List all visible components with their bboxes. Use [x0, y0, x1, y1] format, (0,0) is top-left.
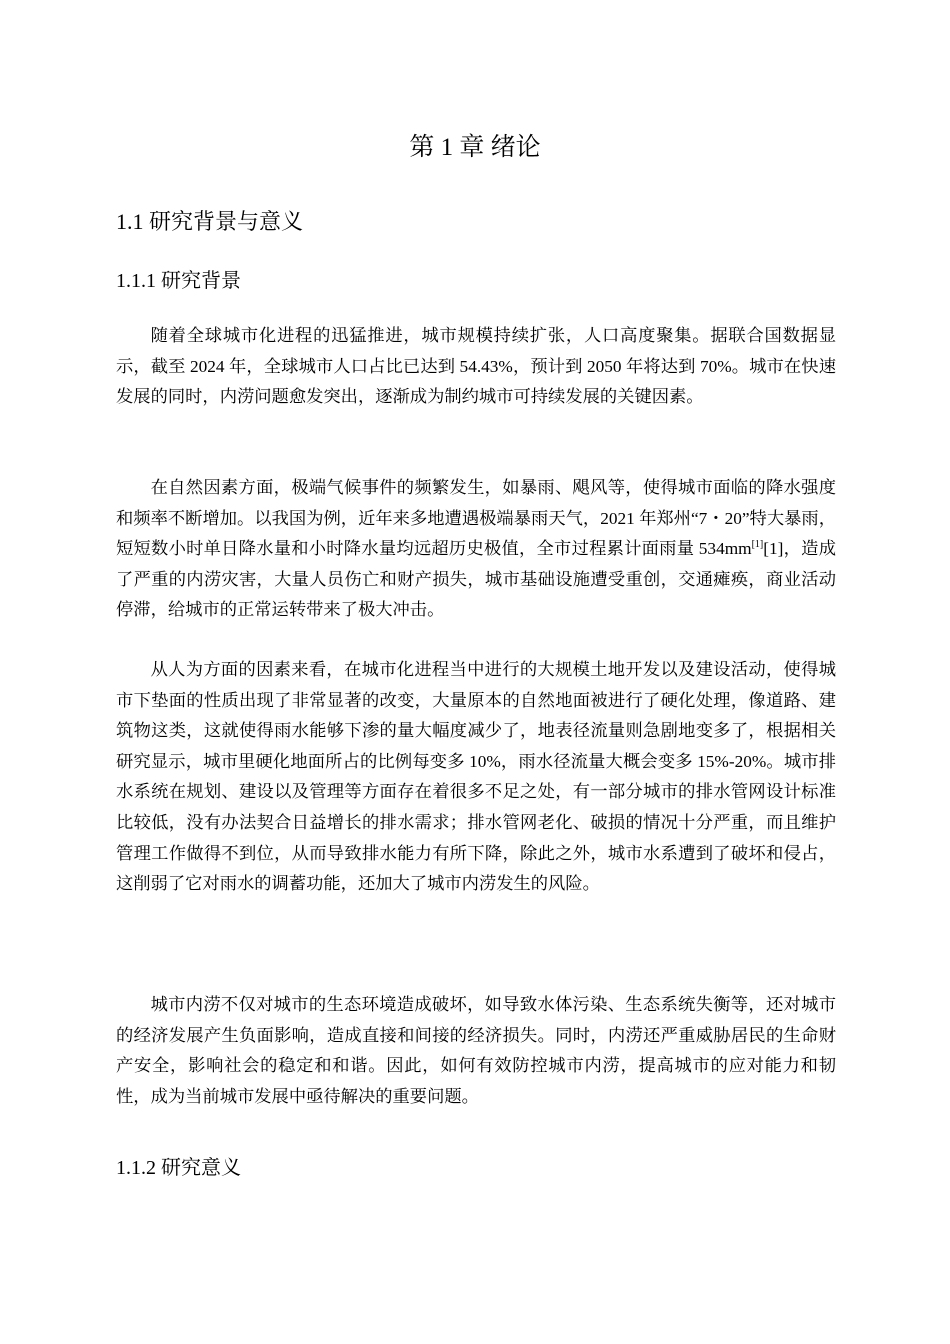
paragraph-impacts: 城市内涝不仅对城市的生态环境造成破坏，如导致水体污染、生态系统失衡等，还对城市的经济发展产生负面影响，造成直接和间接的经济损失。同时，内涝还严重威胁居民的生命财产安全，影响社会的稳定和和谐。因此，如何有效防控城市内涝，提高城市的应对能力和韧性，成为当前城市发展中亟待解决的重要问题。 [116, 995, 836, 1106]
citation-superscript: [1] [751, 539, 764, 551]
subsection-title-background: 1.1.1 研究背景 [116, 270, 241, 292]
paragraph-natural-factors-text-b: [1]，造成了严重的内涝灾害，大量人员伤亡和财产损失，城市基础设施遭受重创，交通瘫痪，商业活动停滞，给城市的正常运转带来了极大冲击。 [116, 539, 836, 620]
paragraph-natural-factors-text-a: 在自然因素方面，极端气候事件的频繁发生，如暴雨、飓风等，使得城市面临的降水强度和频率不断增加。以我国为例，近年来多地遭遇极端暴雨天气，2021 年郑州“7・20”特大暴雨，短短数小时单日降水量和小时降水量均远超历史极值，全市过程累计面雨量 534mm [116, 478, 836, 559]
paragraph-urbanization: 随着全球城市化进程的迅猛推进，城市规模持续扩张，人口高度聚集。据联合国数据显示，截至 2024 年，全球城市人口占比已达到 54.43%，预计到 2050 年将达到 70%。城市在快速发展的同时，内涝问题愈发突出，逐渐成为制约城市可持续发展的关键因素。 [116, 326, 836, 407]
subsection-title-significance: 1.1.2 研究意义 [116, 1157, 241, 1179]
paragraph-human-factors: 从人为方面的因素来看，在城市化进程当中进行的大规模土地开发以及建设活动，使得城市下垫面的性质出现了非常显著的改变，大量原本的自然地面被进行了硬化处理，像道路、建筑物这类，这就使得雨水能够下渗的量大幅度减少了，地表径流量则急剧地变多了，根据相关研究显示，城市里硬化地面所占的比例每变多 10%，雨水径流量大概会变多 15%-20%。城市排水系统在规划、建设以及管理等方面存在着很多不足之处，有一部分城市的排水管网设计标准比较低，没有办法契合日益增长的排水需求；排水管网老化、破损的情况十分严重，而且维护管理工作做得不到位，从而导致排水能力有所下降，除此之外，城市水系遭到了破坏和侵占，这削弱了它对雨水的调蓄功能，还加大了城市内涝发生的风险。 [116, 660, 836, 894]
paragraph-natural-factors [116, 473, 836, 626]
section-title: 1.1 研究背景与意义 [116, 209, 304, 234]
chapter-title: 第 1 章 绪论 [409, 134, 541, 161]
